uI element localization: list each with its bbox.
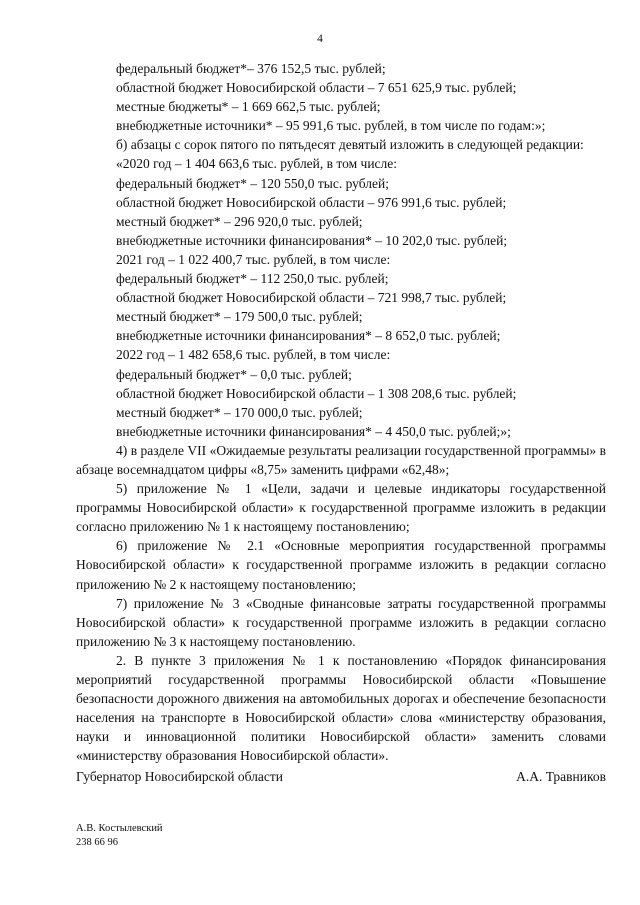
signatory-position: Губернатор Новосибирской области	[76, 769, 284, 784]
quote-line: областной бюджет Новосибирской области – 721 998,7 тыс. рублей;	[116, 290, 507, 306]
quote-line: внебюджетные источники финансирования* – 10 202,0 тыс. рублей;	[116, 232, 508, 248]
quote-line: 2022 год – 1 482 658,6 тыс. рублей, в том числе:	[116, 347, 391, 363]
budget-line: внебюджетные источники* – 95 991,6 тыс. рублей, в том числе по годам:»;	[116, 118, 546, 134]
executor-phone: 238 66 96	[76, 837, 118, 848]
executor-name: А.В. Костылевский	[76, 823, 163, 834]
quote-line: местный бюджет* – 179 500,0 тыс. рублей;	[116, 309, 363, 325]
budget-line: федеральный бюджет*– 376 152,5 тыс. рублей;	[116, 61, 386, 76]
quote-line: областной бюджет Новосибирской области – 976 991,6 тыс. рублей;	[116, 194, 507, 210]
paragraph-6: 6) приложение № 2.1 «Основные мероприятия государственной программы Новосибирской области» к государственной программе изложить в редакции согласно приложению № 2 к настоящему постановлению;	[76, 538, 606, 592]
paragraph-item-2: 2. В пункте 3 приложения № 1 к постановлению «Порядок финансирования мероприятий государственной программы Новосибирской области «Повышение безопасности дорожного движения на автомобильных дорогах и обеспечение безопасности населения на транспорте в Новосибирской области» слова «министерству образования, науки и инновационной политики Новосибирской области» заменить словами «министерству образования Новосибирской области».	[76, 652, 606, 764]
signatory-name: А.А. Травников	[516, 769, 606, 784]
quote-line: 2021 год – 1 022 400,7 тыс. рублей, в том числе:	[116, 251, 391, 267]
paragraph-b: б) абзацы с сорок пятого по пятьдесят девятый изложить в следующей редакции:	[116, 137, 584, 153]
budget-line: областной бюджет Новосибирской области – 7 651 625,9 тыс. рублей;	[116, 80, 517, 96]
document-body	[76, 59, 606, 765]
quote-line: «2020 год – 1 404 663,6 тыс. рублей, в том числе:	[116, 156, 398, 172]
quote-line: внебюджетные источники финансирования* – 4 450,0 тыс. рублей;»;	[116, 423, 511, 439]
quote-line: областной бюджет Новосибирской области – 1 308 208,6 тыс. рублей;	[116, 385, 517, 401]
budget-line: местные бюджеты* – 1 669 662,5 тыс. рублей;	[116, 99, 381, 115]
quote-line: федеральный бюджет* – 0,0 тыс. рублей;	[116, 366, 352, 382]
paragraph-4: 4) в разделе VII «Ожидаемые результаты реализации государственной программы» в абзаце восемнадцатом цифры «8,75» заменить цифрами «62,48»;	[76, 442, 606, 477]
quote-line: внебюджетные источники финансирования* – 8 652,0 тыс. рублей;	[116, 328, 501, 344]
page-number: 4	[317, 33, 323, 45]
quote-line: федеральный бюджет* – 112 250,0 тыс. рублей;	[116, 271, 389, 287]
quote-line: местный бюджет* – 296 920,0 тыс. рублей;	[116, 213, 363, 229]
quote-line: местный бюджет* – 170 000,0 тыс. рублей;	[116, 404, 363, 420]
quote-line: федеральный бюджет* – 120 550,0 тыс. рублей;	[116, 175, 389, 191]
paragraph-5: 5) приложение № 1 «Цели, задачи и целевые индикаторы государственной программы Новосибирской области» к государственной программе изложить в редакции согласно приложению № 1 к настоящему постановлению;	[76, 481, 606, 535]
executor-block	[76, 822, 163, 850]
paragraph-7: 7) приложение № 3 «Сводные финансовые затраты государственной программы Новосибирской области» к государственной программе изложить в редакции согласно приложению № 3 к настоящему постановлению.	[76, 595, 606, 649]
